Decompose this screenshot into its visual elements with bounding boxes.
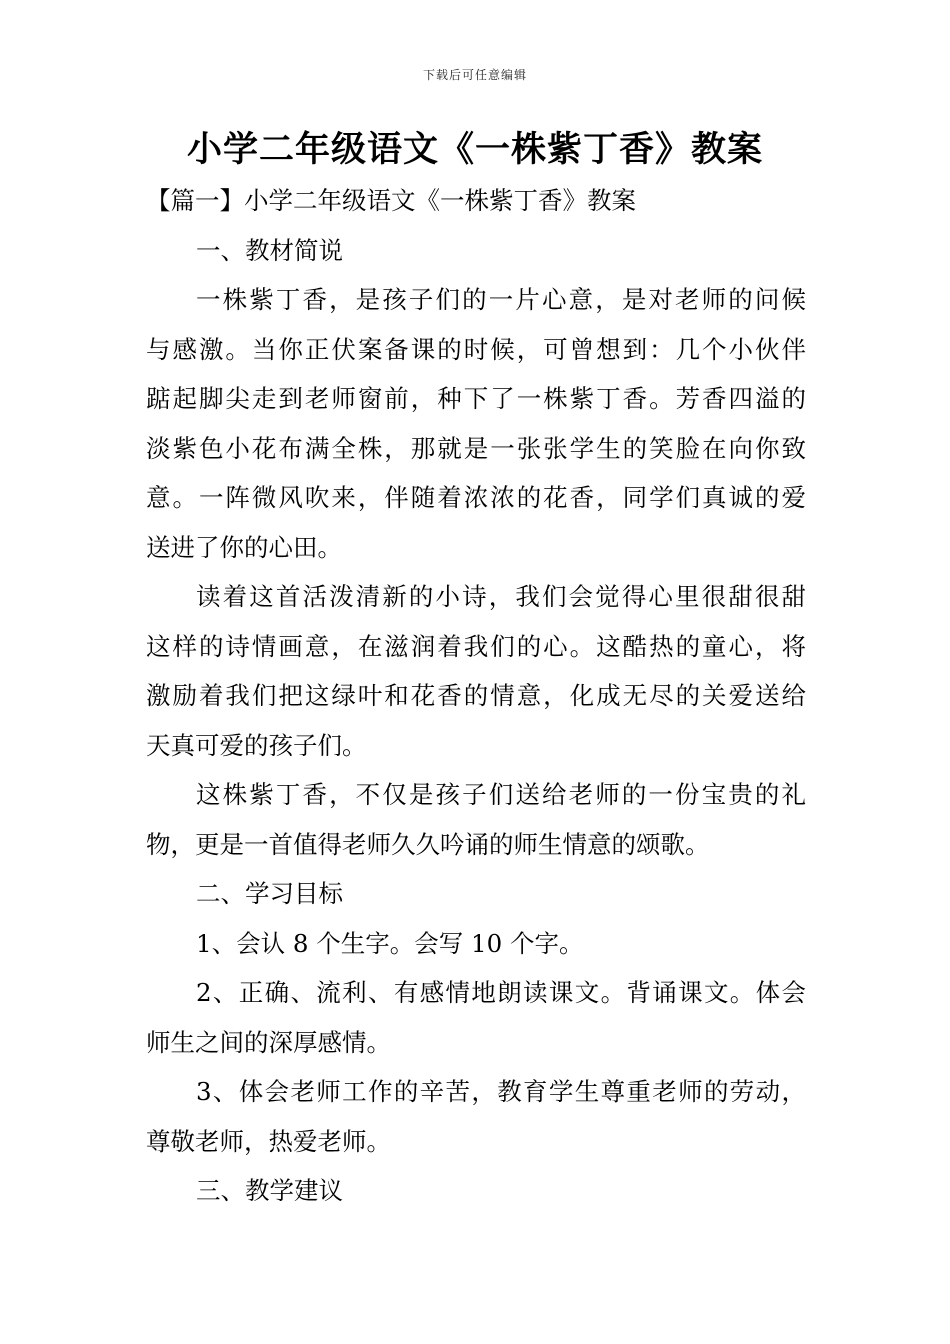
text-line: 一株紫丁香，是孩子们的一片心意，是对老师的问候 [196, 285, 806, 314]
text-line: 读着这首活泼清新的小诗，我们会觉得心里很甜很甜 [196, 582, 806, 611]
text-line: 1、会认 8 个生字。会写 10 个字。 [196, 928, 584, 958]
text-line: 踮起脚尖走到老师窗前，种下了一株紫丁香。芳香四溢的 [146, 384, 806, 413]
text-line: 激励着我们把这绿叶和花香的情意，化成无尽的关爱送给 [146, 681, 806, 710]
text-line: 这株紫丁香，不仅是孩子们送给老师的一份宝贵的礼 [196, 780, 806, 809]
text-line: 天真可爱的孩子们。 [146, 730, 367, 760]
text-line: 三、教学建议 [196, 1176, 343, 1205]
text-line: 物，更是一首值得老师久久吟诵的师生情意的颂歌。 [146, 829, 710, 859]
text-line: 与感激。当你正伏案备课的时候，可曾想到：几个小伙伴 [146, 334, 806, 364]
text-line: 师生之间的深厚感情。 [146, 1027, 391, 1057]
text-line: 一、教材简说 [196, 235, 343, 265]
text-line: 意。一阵微风吹来，伴随着浓浓的花香，同学们真诚的爱 [146, 483, 806, 512]
document-body [146, 176, 806, 1216]
text-line: 这样的诗情画意，在滋润着我们的心。这酷热的童心，将 [146, 631, 806, 661]
text-line: 【篇一】小学二年级语文《一株紫丁香》教案 [146, 186, 636, 215]
text-line: 2、正确、流利、有感情地朗读课文。背诵课文。体会 [196, 978, 806, 1007]
text-line: 尊敬老师，热爱老师。 [146, 1126, 391, 1156]
text-line: 二、学习目标 [196, 879, 343, 908]
document-title: 小学二年级语文《一株紫丁香》教案 [186, 130, 763, 170]
text-line: 送进了你的心田。 [146, 532, 342, 562]
header-note: 下载后可任意编辑 [422, 68, 527, 82]
text-line: 淡紫色小花布满全株，那就是一张张学生的笑脸在向你致 [146, 433, 806, 463]
text-line: 3、体会老师工作的辛苦，教育学生尊重老师的劳动， [196, 1077, 806, 1106]
